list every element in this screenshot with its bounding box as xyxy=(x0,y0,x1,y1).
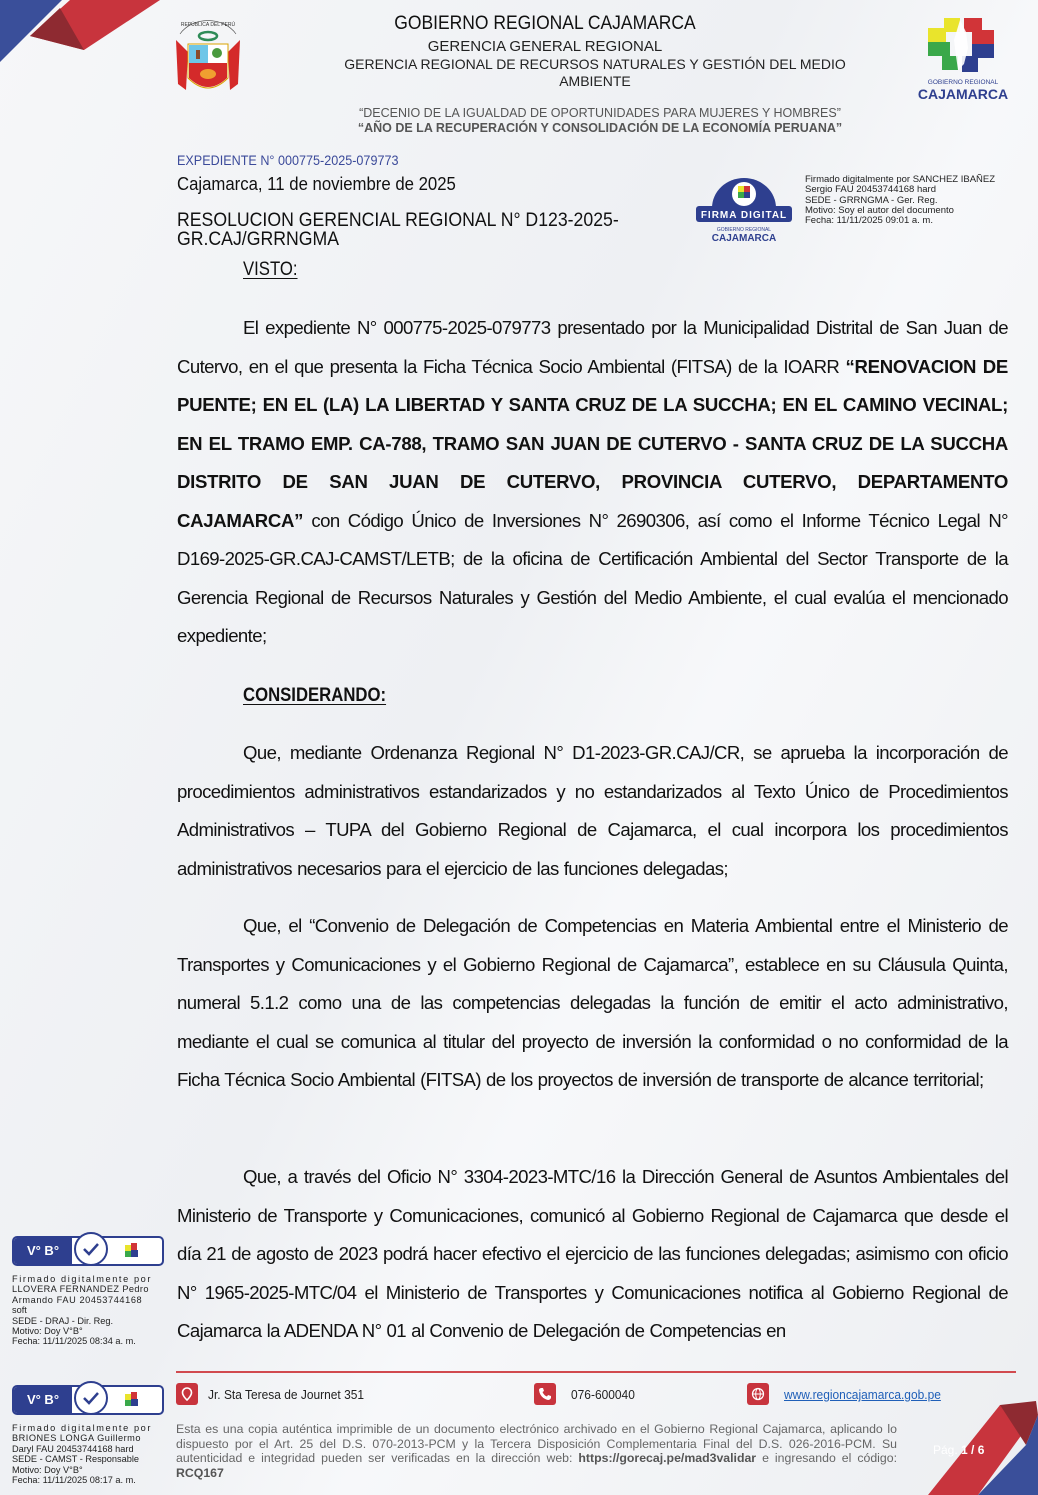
motto-decade: “DECENIO DE LA IGUALDAD DE OPORTUNIDADES PARA MUJERES Y HOMBRES” xyxy=(359,106,841,120)
signature-line: Sergio FAU 20453744168 hard xyxy=(805,184,936,196)
paragraph-text: Que, a través del Oficio N° 3304-2023-MTC/16 la Dirección General de Asuntos Ambientales del Ministerio de Transporte y Comunicaciones, comunicó al Gobierno Regional de Cajamarca que desde el día 21 de agosto de 2023 podrá hacer efectivo el ejercicio de las funciones delegadas; asimismo con oficio N° 1965-2025-MTC/04 el Ministerio de Transportes y Comunicaciones notifica al Gobierno Regional de Cajamarca la ADENDA N° 01 al Convenio de Delegación de Competencias en xyxy=(177,1166,1008,1341)
footer-address: Jr. Sta Teresa de Journet 351 xyxy=(208,1387,365,1402)
approval-line: Fecha: 11/11/2025 08:34 a. m. xyxy=(12,1336,136,1347)
approval-line: Motivo: Doy V°B° xyxy=(12,1464,83,1475)
paragraph-text: Que, mediante Ordenanza Regional N° D1-2023-GR.CAJ/CR, se aprueba la incorporación de procedimientos administrativos estandarizados y no estandarizados al Texto Único de Procedimientos Administrativos – TUPA del Gobierno Regional de Cajamarca, el cual incorpora los procedimientos administrativos necesarios para el ejercicio de las funciones delegadas; xyxy=(177,742,1008,879)
approval-line: Firmado digitalmente por xyxy=(12,1274,153,1284)
paragraph-text: Que, el “Convenio de Delegación de Competencias en Materia Ambiental entre el Ministerio de Transportes y Comunicaciones y el Gobierno Regional de Cajamarca”, establece en su Cláusula Quinta, numeral 5.1.2 como una de las competencias delegadas la función de emitir el acto administrativo, mediante el cual se comunica al titular del proyecto de inversión la conformidad o no conformidad de la Ficha Técnica Socio Ambiental (FITSA) de los proyectos de inversión de transporte de alcance territorial; xyxy=(177,915,1008,1090)
region-logo-icon xyxy=(122,1390,142,1410)
validation-url[interactable]: https://gorecaj.pe/mad3validar xyxy=(578,1451,757,1466)
footer-divider xyxy=(176,1371,1016,1373)
institution-title: GOBIERNO REGIONAL CAJAMARCA xyxy=(394,13,696,34)
section-heading-considerando: CONSIDERANDO: xyxy=(243,685,387,706)
legal-disclaimer xyxy=(176,1422,897,1480)
firma-org-top: GOBIERNO REGIONAL xyxy=(716,227,772,233)
digital-signature-info xyxy=(805,175,995,226)
signature-line: Fecha: 11/11/2025 09:01 a. m. xyxy=(805,215,933,227)
logo-name-text: CAJAMARCA xyxy=(917,86,1009,102)
decorative-corner-bottom-right xyxy=(918,1375,1038,1495)
approval-line: Daryl FAU 20453744168 hard xyxy=(12,1443,134,1454)
approval-line: SEDE - DRAJ - Dir. Reg. xyxy=(12,1315,114,1326)
signature-line: Firmado digitalmente por SANCHEZ IBAÑEZ xyxy=(805,174,996,185)
approval-line: SEDE - CAMST - Responsable xyxy=(12,1454,139,1465)
page-total: 6 xyxy=(977,1443,985,1457)
paragraph-text: El expediente N° 000775-2025-079773 presentado por la Municipalidad Distrital de San Juan de Cutervo, en el que presenta la Ficha Técnica Socio Ambiental (FITSA) de la IOARR xyxy=(177,317,1008,377)
page-label: Pág. xyxy=(933,1443,962,1457)
region-logo-icon xyxy=(122,1241,142,1261)
phone-icon xyxy=(534,1383,556,1405)
page-separator: / xyxy=(967,1443,978,1457)
decorative-corner-top-left xyxy=(0,0,170,90)
logo-top-text: GOBIERNO REGIONAL xyxy=(927,79,999,86)
approval-signature-info xyxy=(12,1423,164,1485)
footer-website-link[interactable]: www.regioncajamarca.gob.pe xyxy=(784,1387,941,1402)
approval-signature-info xyxy=(12,1274,164,1347)
department-name: GERENCIA REGIONAL DE RECURSOS NATURALES Y GESTIÓN DEL MEDIO AMBIENTE xyxy=(344,56,846,89)
legal-text: Esta es una copia auténtica imprimible de un documento electrónico archivado en el Gobierno Regional Cajamarca, aplicando lo dispuesto por el Art. 25 del D.S. 070-2013-PCM y la Tercera Disposición Complementaria Final del D.S. 026-2016-PCM. Su autenticidad e integridad pueden ser verificadas en la dirección web: xyxy=(176,1422,897,1466)
approval-line: BRIONES LONGA Guillermo xyxy=(12,1433,141,1444)
section-heading-visto: VISTO: xyxy=(243,259,298,280)
institution-subtitle: GERENCIA GENERAL REGIONAL xyxy=(427,38,663,55)
approval-line: Armando FAU 20453744168 xyxy=(12,1294,143,1305)
paragraph-visto xyxy=(177,309,1008,656)
motto-year: “AÑO DE LA RECUPERACIÓN Y CONSOLIDACIÓN DE LA ECONOMÍA PERUANA” xyxy=(357,121,843,135)
signature-line: SEDE - GRRNGMA - Ger. Reg. xyxy=(805,194,938,206)
expediente-number: EXPEDIENTE N° 000775-2025-079773 xyxy=(177,152,399,168)
peru-coat-of-arms-icon xyxy=(172,12,244,104)
approval-stamp xyxy=(12,1236,164,1347)
vobo-badge xyxy=(12,1385,164,1415)
approval-line: LLOVERA FERNANDEZ Pedro xyxy=(12,1284,149,1295)
paragraph-considerando-3 xyxy=(177,1158,1008,1351)
resolution-title: RESOLUCION GERENCIAL REGIONAL N° D123-2025-GR.CAJ/GRRNGMA xyxy=(177,210,619,250)
project-name: “RENOVACION DE PUENTE; EN EL (LA) LA LIBERTAD Y SANTA CRUZ DE LA SUCCHA; EN EL CAMINO VECINAL; EN EL TRAMO EMP. CA-788, TRAMO SAN JUAN DE CUTERVO - SANTA CRUZ DE LA SUCCHA DISTRITO DE SAN JUAN DE CUTERVO, PROVINCIA CUTERVO, DEPARTAMENTO CAJAMARCA” xyxy=(177,355,1008,531)
location-pin-icon xyxy=(176,1383,198,1405)
checkmark-icon xyxy=(74,1381,108,1415)
paragraph-text: con Código Único de Inversiones N° 2690306, así como el Informe Técnico Legal N° D169-2025-GR.CAJ-CAMST/LETB; de la oficina de Certificación Ambiental del Sector Transporte de la Gerencia Regional de Recursos Naturales y Gestión del Medio Ambiente, el cual evalúa el mencionado expediente; xyxy=(177,509,1008,646)
legal-text: e ingresando el código: xyxy=(756,1451,897,1466)
approval-line: Firmado digitalmente por xyxy=(12,1423,153,1433)
firma-org: CAJAMARCA xyxy=(711,233,777,244)
page-current: 1 xyxy=(961,1443,968,1457)
crest-label: REPÚBLICA DEL PERÚ xyxy=(180,22,236,28)
paragraph-considerando-2 xyxy=(177,907,1008,1100)
vobo-badge xyxy=(12,1236,164,1266)
firma-badge-text: FIRMA DIGITAL xyxy=(700,210,788,221)
globe-icon xyxy=(747,1383,769,1405)
checkmark-icon xyxy=(74,1232,108,1266)
approval-stamp xyxy=(12,1385,164,1485)
approval-line: Motivo: Doy V°B° xyxy=(12,1326,83,1337)
approval-line: soft xyxy=(12,1305,27,1316)
signature-line: Motivo: Soy el autor del documento xyxy=(805,204,954,216)
paragraph-considerando-1 xyxy=(177,734,1008,888)
footer-phone: 076-600040 xyxy=(571,1387,635,1402)
approval-line: Fecha: 11/11/2025 08:17 a. m. xyxy=(12,1475,136,1486)
page-indicator xyxy=(933,1443,984,1457)
place-date: Cajamarca, 11 de noviembre de 2025 xyxy=(177,174,456,194)
firma-digital-seal-icon xyxy=(694,172,794,244)
vobo-label: V° B° xyxy=(14,1387,72,1413)
vobo-label: V° B° xyxy=(14,1238,72,1264)
gobierno-regional-cajamarca-logo xyxy=(908,14,1018,104)
validation-code: RCQ167 xyxy=(176,1465,224,1480)
